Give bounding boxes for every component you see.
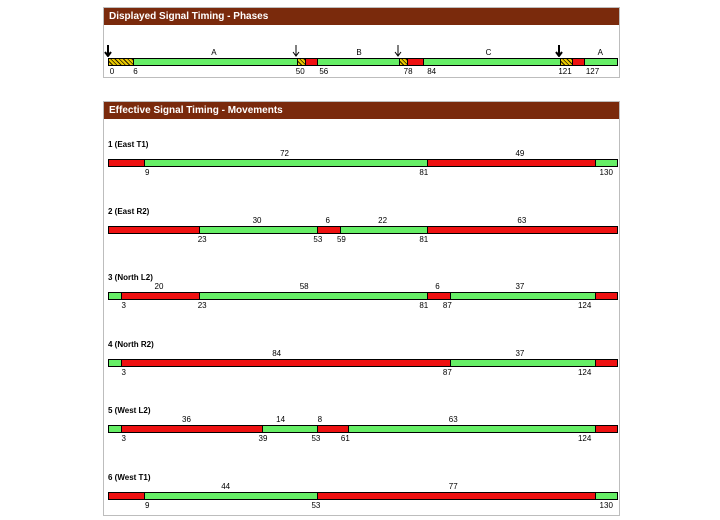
movement-title: 6 (West T1) (108, 472, 151, 482)
movement-bar (108, 492, 618, 500)
movement-title: 2 (East R2) (108, 206, 150, 216)
movement-title: 5 (West L2) (108, 406, 151, 415)
tick-label: 81 (419, 234, 429, 244)
tick-label: 81 (419, 168, 429, 177)
movement-title: 1 (East T1) (108, 140, 149, 149)
bar-segment-green (144, 493, 318, 499)
bar-segment-red (427, 227, 618, 233)
phase-start-arrow-icon (394, 45, 402, 57)
bar-segment-red (427, 160, 597, 166)
tick-label: 81 (419, 301, 429, 310)
duration-label: 14 (276, 415, 286, 424)
tick-label: 9 (144, 500, 150, 510)
phase-tick-label: 0 (109, 67, 115, 76)
bar-segment-green (595, 493, 618, 499)
bar-segment-red (121, 426, 263, 432)
movement-bar (108, 226, 618, 234)
duration-label: 20 (154, 282, 164, 291)
duration-label: 77 (448, 481, 458, 491)
phase-tick-label: 84 (427, 67, 437, 76)
phase-label: A (211, 48, 217, 57)
bar-segment-green (199, 293, 428, 299)
bar-segment-green (109, 360, 121, 366)
movement-title: 3 (North L2) (108, 273, 153, 282)
bar-segment-red (121, 293, 200, 299)
bar-segment-green (133, 59, 299, 65)
duration-label: 49 (515, 149, 525, 158)
movement-title: 4 (North R2) (108, 339, 154, 349)
bar-segment-green (348, 426, 596, 432)
phase-start-arrow-icon (292, 45, 300, 57)
bar-segment-yellow (109, 59, 133, 65)
tick-label: 130 (599, 168, 613, 177)
movements-panel (103, 101, 620, 516)
duration-label: 44 (221, 481, 231, 491)
bar-segment-red (109, 227, 199, 233)
duration-label: 22 (378, 215, 388, 225)
tick-label: 61 (340, 434, 350, 443)
bar-segment-green (423, 59, 561, 65)
phase-tick-label: 6 (133, 67, 138, 76)
phases-panel-header: Displayed Signal Timing - Phases (104, 8, 619, 25)
phase-tick-label: 78 (403, 67, 413, 76)
phases-bar (108, 58, 618, 66)
duration-label: 36 (182, 415, 191, 424)
movement-bar (108, 292, 618, 300)
bar-segment-red (595, 360, 618, 366)
tick-label: 53 (311, 434, 321, 443)
bar-segment-red (109, 493, 144, 499)
duration-label: 63 (517, 215, 527, 225)
phase-tick-label: 121 (558, 67, 572, 76)
tick-label: 124 (577, 434, 592, 443)
tick-label: 124 (577, 301, 592, 310)
duration-label: 84 (272, 348, 282, 358)
bar-segment-green (109, 293, 121, 299)
movements-panel-header: Effective Signal Timing - Movements (104, 102, 619, 119)
bar-segment-red (595, 426, 618, 432)
bar-segment-red (109, 160, 144, 166)
tick-label: 23 (197, 234, 207, 244)
bar-segment-red (317, 426, 349, 432)
tick-label: 3 (121, 367, 126, 377)
bar-segment-green (450, 360, 596, 366)
tick-label: 3 (121, 434, 126, 443)
duration-label: 8 (317, 415, 323, 424)
duration-label: 58 (299, 282, 309, 291)
duration-label: 30 (252, 215, 262, 225)
duration-label: 63 (448, 415, 458, 424)
tick-label: 87 (442, 367, 452, 377)
duration-label: 72 (280, 149, 289, 158)
duration-label: 6 (435, 282, 440, 291)
tick-label: 23 (197, 301, 207, 310)
phase-start-arrow-icon (104, 45, 112, 57)
bar-segment-green (595, 160, 618, 166)
bar-segment-green (144, 160, 427, 166)
bar-segment-red (595, 293, 618, 299)
bar-segment-red (317, 227, 342, 233)
bar-segment-green (584, 59, 618, 65)
phase-label: A (597, 48, 604, 57)
duration-label: 37 (515, 348, 525, 358)
tick-label: 59 (336, 234, 346, 244)
phases-panel (103, 7, 620, 78)
phase-start-arrow-icon (555, 45, 563, 57)
bar-segment-green (109, 426, 121, 432)
phase-label: B (356, 48, 362, 57)
bar-segment-green (199, 227, 318, 233)
movement-bar (108, 159, 618, 167)
movement-bar (108, 425, 618, 433)
tick-label: 3 (121, 301, 126, 310)
bar-segment-red (407, 59, 424, 65)
tick-label: 9 (144, 168, 150, 177)
phase-label: C (485, 48, 492, 57)
bar-segment-green (340, 227, 427, 233)
tick-label: 53 (313, 234, 323, 244)
bar-segment-green (450, 293, 596, 299)
bar-segment-red (121, 360, 452, 366)
phase-tick-label: 56 (319, 67, 329, 76)
phase-tick-label: 50 (295, 67, 305, 76)
duration-label: 37 (515, 282, 525, 291)
tick-label: 87 (442, 301, 452, 310)
bar-segment-green (262, 426, 318, 432)
duration-label: 6 (325, 215, 330, 225)
tick-label: 124 (577, 367, 592, 377)
bar-segment-green (317, 59, 400, 65)
tick-label: 53 (311, 500, 321, 510)
tick-label: 39 (258, 434, 268, 443)
bar-segment-red (427, 293, 452, 299)
bar-segment-red (317, 493, 597, 499)
tick-label: 130 (599, 500, 613, 510)
movement-bar (108, 359, 618, 367)
phase-tick-label: 127 (585, 67, 600, 76)
